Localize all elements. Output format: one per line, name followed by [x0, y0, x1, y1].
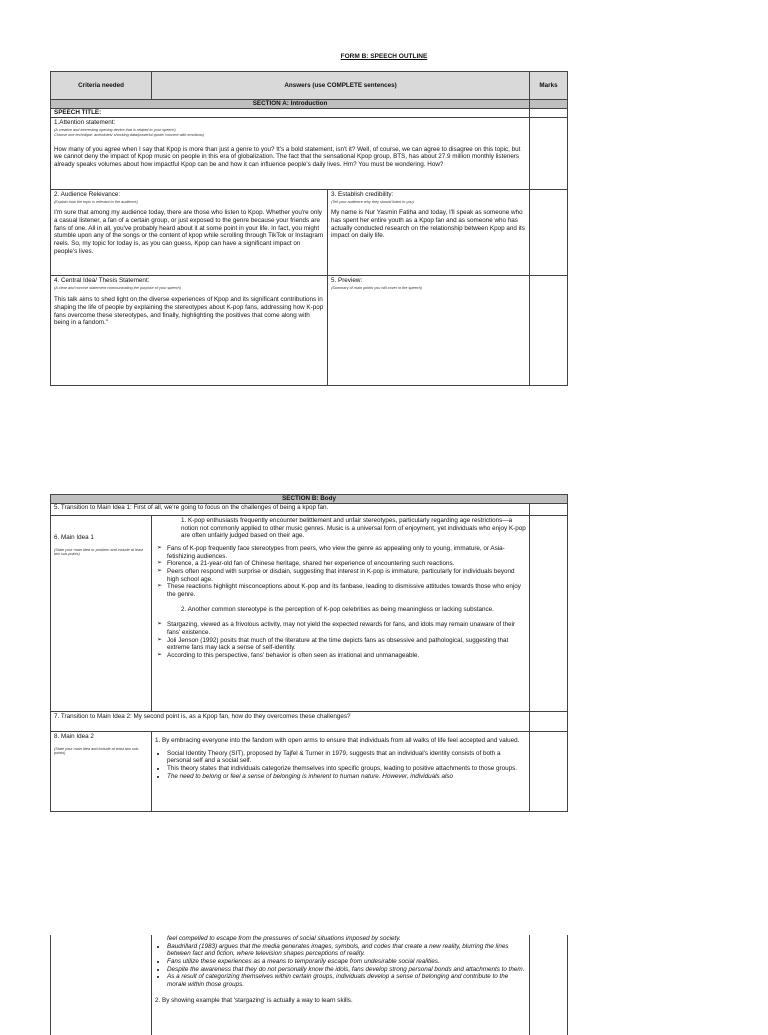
- central-idea-label: 4. Central Idea/ Thesis Statement:: [54, 277, 150, 284]
- relevance-text: I'm sure that among my audience today, there are those who listen to Kpop. Whether you're only a casual listener, a fan of a certain group, or just exposed to the genre because your friends are fans of one. All in all, you've probably heard about it at some point in your life. In fact, you might stumble upon any of the songs or the content of kpop while scrolling through TikTok or Instagram reels. So, my topic for today is, as you can guess, Kpop can have a significant impact on people's lives.: [54, 209, 324, 255]
- main-idea-1-bullets-1: [155, 545, 526, 599]
- marks-cell: [530, 516, 568, 712]
- preview-hint: (Summary of main points you will cover in the speech): [331, 285, 422, 290]
- list-item: • As a result of categorizing themselves within certain groups, individuals develop a sense of belonging and contribute to the morale within those groups.: [167, 973, 526, 988]
- intro-table: [50, 71, 568, 386]
- main-idea-2-content: [152, 732, 530, 812]
- marks-cell: [530, 935, 568, 1035]
- marks-cell: [530, 712, 568, 732]
- relevance-hint: (Explain how the topic is relevant to the audience): [54, 199, 138, 204]
- speech-title-label: SPEECH TITLE:: [51, 109, 530, 118]
- list-item: ➢ These reactions highlight misconceptions about K-pop and its fanbase, leading to dismissive attitudes towards those who enjoy the genre.: [167, 583, 526, 598]
- list-item: ➢ Peers often respond with surprise or disdain, suggesting that interest in K-pop is immature, particularly for individuals beyond high school age.: [167, 568, 526, 583]
- preview-label: 5. Preview:: [331, 277, 363, 284]
- main-idea-1-label: 6. Main Idea 1: [54, 534, 94, 541]
- marks-cell: [530, 190, 568, 276]
- list-item: • The need to belong or feel a sense of belonging is inherent to human nature. However, individuals also: [167, 773, 526, 781]
- transition-1: 5. Transition to Main Idea 1: First of all, we're going to focus on the challenges of being a kpop fan.: [51, 504, 530, 516]
- attention-text: How many of you agree when I say that Kpop is more than just a genre to you? It's a bold statement, isn't it? Well, of course, we can agree to disagree on this topic, but we cannot deny the impact of Kpop music on people in this era of globalization. The fact that the sensational Kpop group, BTS, has about 27.9 million monthly listeners already speaks volumes about how impactful Kpop can be and how it can influence people's daily lives. Hm? You must be wondering. How?: [54, 145, 521, 169]
- main-idea-2-hint: (State your main idea and include at least two sub-points): [54, 746, 140, 756]
- section-a-title: SECTION A: Introduction: [51, 100, 530, 109]
- continuation-bullets: [155, 943, 526, 989]
- main-idea-1-content: [152, 516, 530, 712]
- main-idea-2-label-cell: [51, 732, 152, 812]
- list-item: • Baudrillard (1983) argues that the media generates images, symbols, and codes that create a new reality, blurring the lines between fact and fiction, where television shapes perceptions of reality.: [167, 943, 526, 958]
- main-idea-2-label: 8. Main Idea 2: [54, 733, 94, 740]
- main-idea-1-label-cell: [51, 516, 152, 712]
- main-idea-2-point-1: 1. By embracing everyone into the fandom with open arms to ensure that individuals from all walks of life feel accepted and valued.: [155, 737, 520, 744]
- relevance-label: 2. Audience Relevance:: [54, 191, 121, 198]
- list-item: ➢ Stargazing, viewed as a frivolous activity, may not yield the expected rewards for fans, and idols may remain unaware of their fans' existence.: [167, 621, 526, 636]
- credibility-text: My name is Nur Yasmin Fatiha and today, I'll speak as someone who has spent her entire youth as a Kpop fan and as someone who has actually conducted research on the relationship between Kpop and its impact on daily life.: [331, 209, 525, 240]
- credibility-cell: [328, 190, 530, 276]
- main-idea-1-bullets-2: [155, 621, 526, 659]
- list-item: ➢ Joli Jenson (1992) posits that much of the literature at the time depicts fans as obsessive and pathological, suggesting that extreme fans may lack a sense of self-identity.: [167, 637, 526, 652]
- central-idea-cell: [51, 276, 328, 386]
- marks-cell: [530, 504, 568, 516]
- answers-header: Answers (use COMPLETE sentences): [152, 72, 530, 100]
- marks-cell: [530, 109, 568, 118]
- marks-cell: [530, 276, 568, 386]
- main-idea-2-point-2: 2. By showing example that 'stargazing' is actually a way to learn skills.: [155, 996, 353, 1004]
- credibility-label: 3. Establish credibility:: [331, 191, 394, 198]
- central-idea-text: This talk aims to shed light on the diverse experiences of Kpop and its significant contributions in shaping the life of people by explaining the stereotypes about K-pop fans, addressing how K-pop fans overcome these stereotypes, and finally, highlighting the positives that come along with being in a fandom.": [54, 296, 324, 327]
- preview-cell: [328, 276, 530, 386]
- attention-label: 1.Attention statement:: [54, 119, 116, 126]
- list-item: • Fans utilize these experiences as a means to temporarily escape from undesirable social realities.: [167, 958, 526, 966]
- continuation-line: feel compelled to escape from the pressures of social situations imposed by society.: [167, 935, 401, 942]
- marks-header: Marks: [530, 72, 568, 100]
- main-idea-1-point-1: 1. K-pop enthusiasts frequently encounter belittlement and unfair stereotypes, particularly regarding age restrictions—a notion not commonly applied to other music genres. Music is a universal form of enjoyment, yet individuals who enjoy K-pop are often unfairly judged based on their age.: [181, 517, 526, 540]
- main-idea-2-bullets: [155, 750, 526, 781]
- marks-cell: [530, 732, 568, 812]
- body-table: [50, 494, 568, 812]
- criteria-header: Criteria needed: [51, 72, 152, 100]
- attention-hint-2: Choose one technique: anecdotes/ shocking data/powerful quote/ connect with emotions): [54, 133, 205, 138]
- marks-cell: [530, 118, 568, 190]
- main-idea-1-point-2: 2. Another common stereotype is the perception of K-pop celebrities as being meaningless or lacking substance.: [181, 605, 494, 613]
- transition-2: 7. Transition to Main Idea 2: My second point is, as a Kpop fan, how do they overcomes these challenges?: [51, 712, 530, 732]
- list-item: • This theory states that individuals categorize themselves into specific groups, leading to positive attachments to those groups.: [167, 765, 526, 773]
- credibility-hint: (Tell your audience why they should listen to you): [331, 199, 414, 204]
- section-b-title: SECTION B: Body: [51, 495, 568, 504]
- continuation-content: [152, 935, 530, 1035]
- list-item: • Social Identity Theory (SIT), proposed by Tajfel & Turner in 1979, suggests that an individual's identity consists of both a personal self and a social self.: [167, 750, 526, 765]
- list-item: ➢ According to this perspective, fans' behavior is often seen as irrational and unmanageable.: [167, 652, 526, 660]
- relevance-cell: [51, 190, 328, 276]
- continuation-table: [50, 935, 568, 1035]
- list-item: ➢ Fans of K-pop frequently face stereotypes from peers, who view the genre as appealing only to young, immature, or Asia-fetishizing audiences.: [167, 545, 526, 560]
- attention-hint: (A creative and interesting opening device that is related to your speech): [54, 127, 176, 132]
- form-title: FORM B: SPEECH OUTLINE: [340, 53, 428, 60]
- central-idea-hint: (A clear and concise statement communicating the purpose of your speech): [54, 285, 181, 290]
- list-item: ➢ Florence, a 21-year-old fan of Chinese heritage, shared her experience of encountering such reactions.: [167, 560, 526, 568]
- continuation-label-cell: [51, 935, 152, 1035]
- main-idea-1-hint: (State your main idea or problem and include at least two sub-points): [54, 547, 144, 557]
- attention-cell: [51, 118, 530, 190]
- list-item: • Despite the awareness that they do not personally know the idols, fans develop strong personal bonds and attachments to them.: [167, 966, 526, 974]
